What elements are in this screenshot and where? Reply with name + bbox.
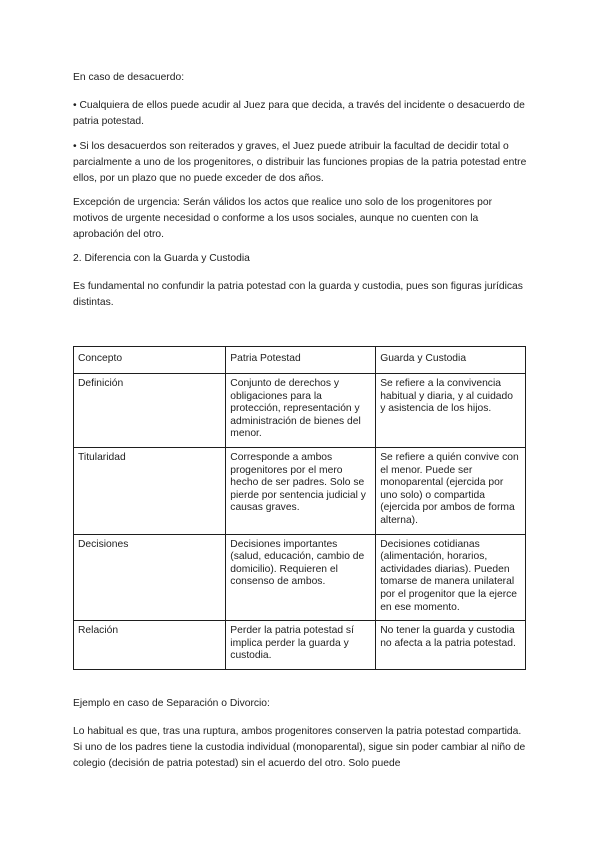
table-header-cell: Concepto xyxy=(74,347,226,374)
table-cell-guarda: Decisiones cotidianas (alimentación, horarios, actividades diarias). Pueden tomarse de manera unilateral por el progenitor que la ejerce en ese momento. xyxy=(376,534,526,621)
table-cell-concept: Titularidad xyxy=(74,447,226,534)
table-cell-patria: Perder la patria potestad sí implica perder la guarda y custodia. xyxy=(226,621,376,670)
paragraph-excepcion-urgencia: Excepción de urgencia: Serán válidos los actos que realice uno solo de los progenitores por motivos de urgente necesidad o conforme a los usos sociales, aunque no cuenten con la aprobación del otro. xyxy=(73,197,492,240)
paragraph-bullet-juez: • Cualquiera de ellos puede acudir al Juez para que decida, a través del incidente o desacuerdo de patria potestad. xyxy=(73,100,525,127)
table-cell-guarda: No tener la guarda y custodia no afecta a la patria potestad. xyxy=(376,621,526,670)
paragraph-bullet-reiterados: • Si los desacuerdos son reiterados y graves, el Juez puede atribuir la facultad de decidir total o parcialmente a uno de los progenitores, o distribuir las funciones propias de la patria potestad entre ellos, por un plazo que no puede exceder de dos años. xyxy=(73,141,527,184)
table-row xyxy=(74,374,526,448)
paragraph-ejemplo-body: Lo habitual es que, tras una ruptura, ambos progenitores conserven la patria potestad compartida. Si uno de los padres tiene la custodia individual (monoparental), sigue sin poder cambiar al niño de colegio (decisión de patria potestad) sin el acuerdo del otro. Solo puede xyxy=(73,726,526,769)
table-cell-patria: Decisiones importantes (salud, educación, cambio de domicilio). Requieren el consenso de ambos. xyxy=(226,534,376,621)
table-header-cell: Patria Potestad xyxy=(226,347,376,374)
table-cell-concept: Relación xyxy=(74,621,226,670)
table-row xyxy=(74,534,526,621)
table-cell-concept: Decisiones xyxy=(74,534,226,621)
table-header-cell: Guarda y Custodia xyxy=(376,347,526,374)
comparison-table xyxy=(73,346,526,670)
table-cell-patria: Corresponde a ambos progenitores por el mero hecho de ser padres. Solo se pierde por sentencia judicial y causas graves. xyxy=(226,447,376,534)
table-cell-patria: Conjunto de derechos y obligaciones para la protección, representación y administración de bienes del menor. xyxy=(226,374,376,448)
table-row xyxy=(74,621,526,670)
table-cell-guarda: Se refiere a quién convive con el menor. Puede ser monoparental (ejercida por uno solo) o compartida (ejercida por ambos de forma alterna). xyxy=(376,447,526,534)
table-header-row xyxy=(74,347,526,374)
paragraph-fundamental: Es fundamental no confundir la patria potestad con la guarda y custodia, pues son figuras jurídicas distintas. xyxy=(73,281,523,308)
paragraph-desacuerdo-intro: En caso de desacuerdo: xyxy=(73,72,185,83)
paragraph-ejemplo-heading: Ejemplo en caso de Separación o Divorcio: xyxy=(73,698,270,709)
table-cell-guarda: Se refiere a la convivencia habitual y diaria, y al cuidado y asistencia de los hijos. xyxy=(376,374,526,448)
table-row xyxy=(74,447,526,534)
section-heading-diferencia: 2. Diferencia con la Guarda y Custodia xyxy=(73,253,250,264)
table-cell-concept: Definición xyxy=(74,374,226,448)
